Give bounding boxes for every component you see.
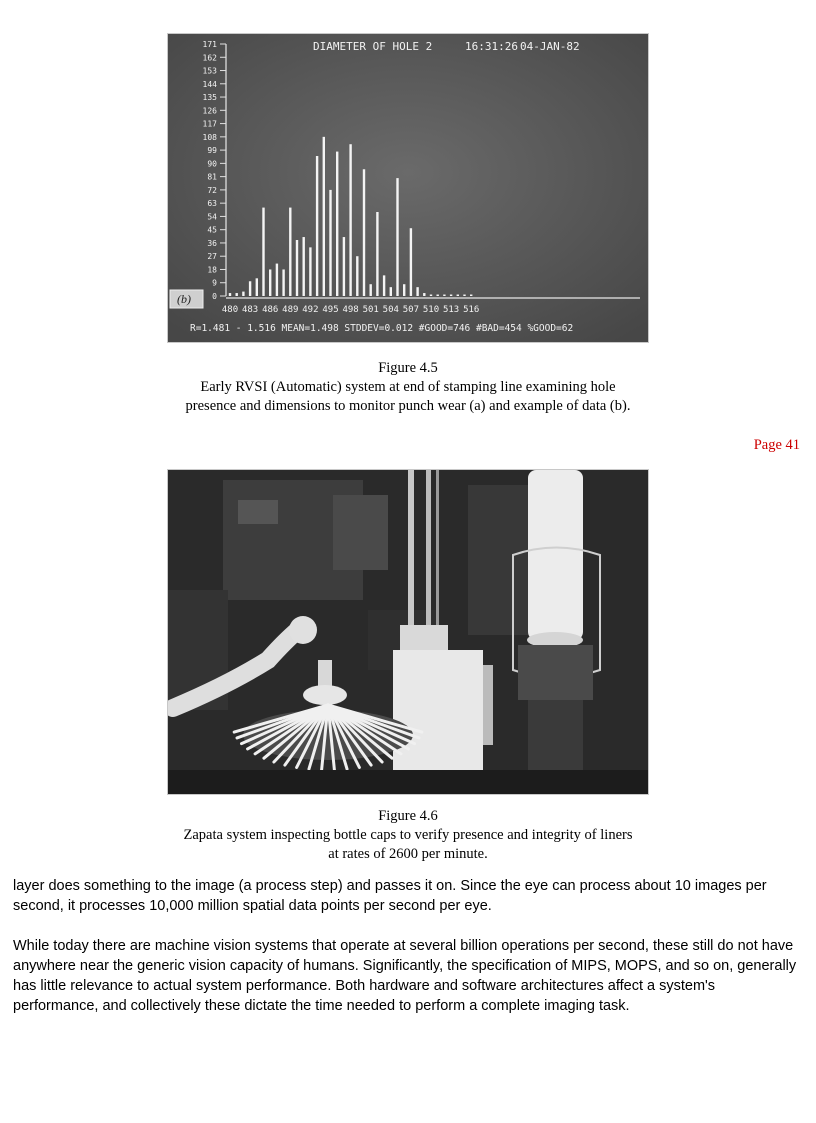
y-tick-label: 27 [207,252,217,262]
screen-date: 04-JAN-82 [520,40,580,53]
histogram-bar [282,269,284,296]
histogram-bar [289,208,291,296]
figure-4-5-caption-line-1: Early RVSI (Automatic) system at end of stamping line examining hole [200,379,616,395]
x-tick-label: 495 [322,305,339,315]
histogram-bar [323,137,325,296]
body-paragraph-1: layer does something to the image (a process step) and passes it on. Since the eye can process about 10 images per second, it processes 10,000 million spatial data points per second per eye. [13,878,767,914]
x-tick-label: 489 [282,305,299,315]
y-tick-label: 90 [207,159,217,169]
histogram-bar [396,178,398,296]
x-tick-label: 492 [302,305,319,315]
histogram-bar [423,293,425,296]
histogram-bar [256,278,258,296]
histogram-bar [316,156,318,296]
histogram-bar [262,208,264,296]
y-tick-label: 45 [207,225,217,235]
figure-4-6-caption-line-2: at rates of 2600 per minute. [328,846,488,862]
histogram-bar [363,169,365,296]
figure-4-6-label: Figure 4.6 [378,808,438,824]
histogram-bar [229,293,231,296]
histogram-chart [168,34,648,342]
histogram-bar [383,275,385,296]
histogram-bar [457,295,459,296]
y-tick-label: 108 [202,132,217,142]
histogram-bar [349,144,351,296]
histogram-bar [403,284,405,296]
x-tick-label: 483 [241,305,259,315]
y-tick-label: 63 [207,199,217,209]
histogram-bar [370,284,372,296]
panel-tag: (b) [177,292,191,306]
histogram-bar [430,295,432,296]
y-tick-label: 36 [207,238,217,248]
histogram-bar [410,228,412,296]
histogram-bar [309,247,311,296]
figure-4-5-photo [168,34,648,342]
y-tick-label: 72 [207,185,217,195]
x-tick-label: 480 [221,305,239,315]
histogram-bar [336,152,338,296]
histogram-bar [276,264,278,296]
figure-4-5-caption-line-2: presence and dimensions to monitor punch wear (a) and example of data (b). [185,398,631,414]
figure-4-5-label: Figure 4.5 [378,360,438,376]
figure-4-6-photo [168,470,648,794]
histogram-bar [470,295,472,296]
histogram-bar [463,295,465,296]
histogram-bar [236,293,238,296]
y-tick-label: 99 [207,146,217,156]
histogram-bar [296,240,298,296]
page-number: Page 41 [753,437,800,453]
y-tick-label: 144 [202,79,217,89]
y-tick-label: 162 [202,53,217,63]
x-tick-label: 486 [262,305,279,315]
y-tick-label: 18 [207,265,217,275]
histogram-bar [329,190,331,296]
histogram-bar [376,212,378,296]
y-tick-label: 9 [212,278,217,288]
x-tick-label: 498 [342,305,359,315]
screen-title: DIAMETER OF HOLE 2 [313,40,433,53]
stats-line: R=1.481 - 1.516 MEAN=1.498 STDDEV=0.012 #GOOD=746 #BAD=454 %GOOD=62 [190,323,574,334]
screen-time: 16:31:26 [465,40,518,53]
bottle-cap-inspection-photo [168,470,648,794]
y-tick-label: 81 [207,172,217,182]
x-tick-label: 504 [382,305,399,315]
y-tick-label: 153 [202,66,217,76]
histogram-bar [303,237,305,296]
figure-4-6-caption-line-1: Zapata system inspecting bottle caps to verify presence and integrity of liners [183,827,633,843]
y-tick-label: 0 [212,292,217,301]
body-paragraph-2: While today there are machine vision systems that operate at several billion operations per second, these still do not have anywhere near the generic vision capacity of humans. Significantly, the specification of MIPS, MOPS, and so on, generally has little relevance to actual system performance. Both hardware and software architectures affect a system's performance, and collectively these dictate the time needed to perform a complete imaging task. [13,938,797,1014]
x-tick-label: 507 [402,305,420,315]
histogram-bar [437,295,439,296]
histogram-bar [343,237,345,296]
y-tick-label: 117 [202,119,217,129]
histogram-bar [450,295,452,296]
histogram-bar [443,295,445,296]
histogram-bar [356,256,358,296]
figure-4-6-caption [0,807,816,864]
y-tick-label: 54 [207,212,217,222]
x-tick-label: 510 [422,305,440,315]
y-tick-label: 171 [202,40,217,49]
x-tick-label: 513 [442,305,460,315]
y-tick-label: 126 [202,106,217,116]
figure-4-5-caption [0,359,816,416]
y-tick-label: 135 [202,93,217,103]
histogram-bar [416,287,418,296]
histogram-bar [242,292,244,296]
histogram-bar [269,269,271,296]
x-tick-label: 516 [463,305,480,315]
x-tick-label: 501 [362,305,379,315]
histogram-bar [390,287,392,296]
histogram-bar [249,281,251,296]
